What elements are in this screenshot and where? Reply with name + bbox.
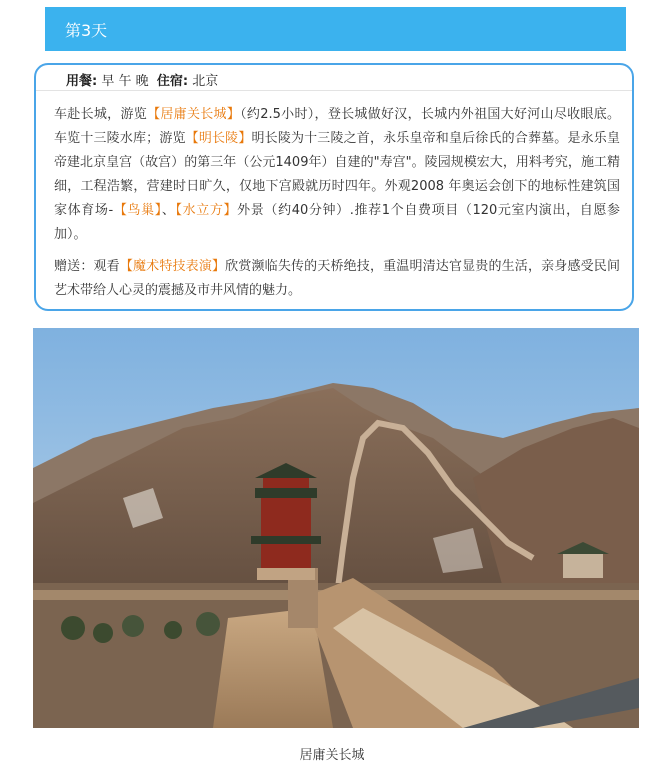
gift-paragraph — [54, 255, 620, 303]
meal-label: 用餐: — [66, 74, 98, 89]
attraction-water-cube: 【水立方】 — [175, 203, 238, 218]
day-title: 第3天 — [65, 21, 108, 40]
itinerary-paragraph — [54, 103, 620, 247]
attraction-birds-nest: 【鸟巢】 — [113, 203, 162, 218]
text-segment: 外景（约40分钟）.推荐1个自费项目（120元室内演出，自愿参加）。 — [54, 203, 620, 242]
photo-caption: 居庸关长城 — [299, 748, 365, 763]
text-segment: 、 — [161, 203, 176, 218]
text-segment: （约2.5小时），登长城做好汉，长城内外祖国大好河山尽收眼底。车览十三陵水库；游览 — [54, 107, 620, 146]
text-segment: 欣赏濒临失传的天桥绝技，重温明清达官显贵的生活，亲身感受民间艺术带给人心灵的震撼及市井风情的魅力。 — [54, 259, 620, 298]
divider — [36, 90, 632, 91]
text-segment: 车赴长城，游览 — [54, 107, 148, 122]
text-segment: 赠送：观看 — [54, 259, 120, 274]
stay-value: 北京 — [188, 74, 219, 89]
attraction-magic-show: 【魔术特技表演】 — [119, 259, 226, 274]
day-header — [45, 7, 626, 51]
meals-line — [66, 70, 218, 89]
attraction-juyongguan: 【居庸关长城】 — [147, 107, 241, 122]
meal-value: 早 午 晚 — [97, 74, 149, 89]
text-segment: 明长陵为十三陵之首，永乐皇帝和皇后徐氏的合葬墓。是永乐皇帝建北京皇宫（故宫）的第三年（公元1409年）自建的"寿宫"。陵园规模宏大，用料考究，施工精细，工程浩繁，营建时日旷久，仅地下宫殿就历时四年。外观2008 年奥运会创下的地标性建筑国家体育场- — [54, 131, 620, 218]
attraction-changling: 【明长陵】 — [185, 131, 252, 146]
itinerary-card — [34, 63, 634, 311]
stay-label: 住宿: — [156, 74, 189, 89]
great-wall-photo — [33, 328, 639, 728]
